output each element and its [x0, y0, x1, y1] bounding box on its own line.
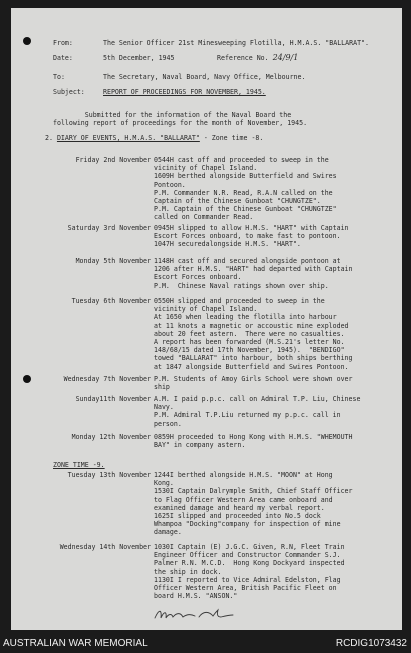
date-line	[53, 54, 174, 62]
entry-text: P.M. Students of Amoy Girls School were shown over ship	[154, 375, 353, 392]
section-heading	[45, 134, 263, 142]
reference-value: 24/9/1	[272, 53, 299, 62]
subject-value: REPORT OF PROCEEDINGS FOR NOVEMBER, 1945.	[103, 88, 266, 96]
punch-hole-top	[23, 37, 31, 45]
to-value: The Secretary, Naval Board, Navy Office, Melbourne.	[103, 73, 306, 81]
reference-label: Reference No.	[217, 54, 269, 62]
handwritten-signature	[151, 605, 236, 623]
zone-time-heading: ZONE TIME -9.	[53, 461, 105, 469]
entry-text: 0945H slipped to allow H.M.S. "HART" with Captain Escort Forces onboard, to make fast to pontoon. 1047H securedalongside H.M.S. "HART".	[154, 224, 349, 249]
entry-date: Tuesday 6th November	[71, 297, 151, 305]
section-zone: - Zone time -8.	[199, 134, 264, 142]
entry-date: Monday 12th November	[71, 433, 151, 441]
entry-text: 1030I Captain (E) J.G.C. Given, R.N, Fleet Train Engineer Officer and Constructor Commander S.J. Palmer R.N. M.C.D. Hong Kong Dockyard inspected the ship in dock. 1130I I reported to Vice Admiral Edelston, Flag Officer Western Area, British Pacific Fleet on board H.M.S. "ANSON."	[154, 543, 345, 601]
entry-date: Tuesday 13th November	[67, 471, 151, 479]
entry-text: A.M. I paid p.p.c. call on Admiral T.P. Liu, Chinese Navy. P.M. Admiral T.P.Liu returned my p.p.c. call in person.	[154, 395, 361, 428]
reference-line	[217, 54, 298, 62]
entry-text: 0544H cast off and proceeded to sweep in the vicinity of Chapel Island. 1609H berthed alongside Butterfield and Swires Pontoon. P.M. Commander N.R. Read, R.A.N called on the Captain of the Chinese Gunboat "CHUNGTZE". P.M. Captain of the Chinese Gunboat "CHUNGTZE" called on Commander Read.	[154, 156, 337, 222]
entry-text: 0550H slipped and proceeded to sweep in the vicinity of Chapel Island. At 1650 when leading the flotilla into harbour at 11 knots a magnetic or accoustic mine exploded about 20 feet astern. There were no casualties. A report has been forwarded (M.S.21's letter No. 148/68/15 dated 17th November, 1945). "BENDIGO" towed "BALLARAT" into harbour, both ships berthing at 1847 alongside Butterfield and Swires Pontoon.	[154, 297, 353, 371]
archive-name: AUSTRALIAN WAR MEMORIAL	[3, 638, 148, 649]
entry-text: 0859H proceeded to Hong Kong with H.M.S. "WHEMOUTH BAY" in company astern.	[154, 433, 353, 450]
entry-date: Saturday 3rd November	[67, 224, 151, 232]
entry-text: 1244I berthed alongside H.M.S. "MOON" at Hong Kong. 1530I Captain Dalrymple Smith, Chief Staff Officer to Flag Officer Western Area came onboard and examined damage and heard my verbal report. 1625I slipped and proceeded into No.5 dock Whampoa "Docking"company for inspection of mine damage.	[154, 471, 353, 537]
section-title: DIARY OF EVENTS, H.M.A.S. "BALLARAT"	[56, 134, 200, 142]
from-line	[53, 39, 369, 47]
archive-id: RCDIG1073432	[335, 638, 407, 649]
date-label: Date:	[53, 54, 73, 62]
intro-paragraph: Submitted for the information of the Naval Board the following report of proceedings for the month of November, 1945.	[53, 111, 308, 128]
to-label: To:	[53, 73, 65, 81]
entry-date: Monday 5th November	[75, 257, 151, 265]
archive-footer	[0, 633, 411, 653]
from-value: The Senior Officer 21st Minesweeping Flotilla, H.M.A.S. "BALLARAT".	[103, 39, 369, 47]
from-label: From:	[53, 39, 73, 47]
to-line	[53, 73, 305, 81]
punch-hole-bottom	[23, 375, 31, 383]
entry-date: Wednesday 14th November	[59, 543, 151, 551]
subject-label: Subject:	[53, 88, 85, 96]
section-number: 2.	[45, 134, 53, 142]
date-value: 5th December, 1945	[103, 54, 175, 62]
subject-line	[53, 88, 266, 96]
document-page	[11, 8, 402, 630]
entry-text: 1148H cast off and secured alongside pontoon at 1206 after H.M.S. "HART" had departed with Captain Escort Forces onboard. P.M. Chinese Naval ratings shown over ship.	[154, 257, 353, 290]
entry-date: Sunday11th November	[75, 395, 151, 403]
entry-date: Wednesday 7th November	[63, 375, 151, 383]
entry-date: Friday 2nd November	[75, 156, 151, 164]
